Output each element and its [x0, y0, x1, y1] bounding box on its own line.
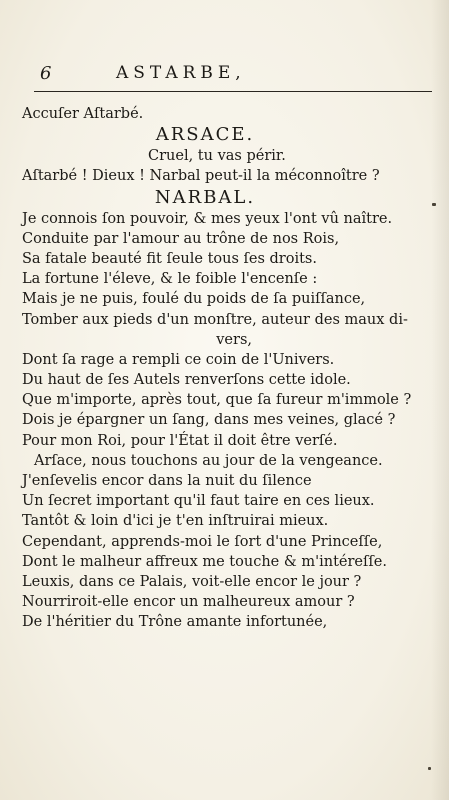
verse-line: Dont ſa rage a rempli ce coin de l'Univers. [22, 351, 335, 368]
running-head-title: ASTARBE, [116, 63, 246, 83]
page-edge-shadow [431, 0, 449, 800]
verse-line: Leuxis, dans ce Palais, voit-elle encor le jour ? [22, 573, 362, 590]
verse-line: Pour mon Roi, pour l'État il doit être verſé. [22, 432, 338, 449]
verse-line: Cruel, tu vas périr. [148, 148, 286, 165]
verse-line: Un ſecret important qu'il faut taire en ces lieux. [22, 493, 375, 510]
verse-line: Dont le malheur affreux me touche & m'intéreſſe. [22, 553, 387, 570]
verse-line: Je connois ſon pouvoir, & mes yeux l'ont vû naître. [22, 210, 393, 227]
verse-line: Tantôt & loin d'ici je t'en inſtruirai mieux. [22, 513, 329, 530]
verse-line: Conduite par l'amour au trône de nos Rois, [22, 230, 340, 247]
verse-line: Du haut de ſes Autels renverſons cette idole. [22, 372, 351, 389]
page-header [0, 63, 449, 87]
verse-line: De l'héritier du Trône amante infortunée, [22, 614, 328, 631]
verse-line: Cependant, apprends-moi le ſort d'une Princeſſe, [22, 533, 383, 550]
verse-line: Que m'importe, après tout, que ſa fureur m'immole ? [22, 392, 412, 409]
ink-speck [432, 203, 436, 206]
verse-line: Nourriroit-elle encor un malheureux amour ? [22, 594, 355, 611]
verse-line: Accuſer Aſtarbé. [22, 106, 144, 122]
verse-line: Tomber aux pieds d'un monſtre, auteur des maux di- [22, 311, 408, 328]
verse-line-runover: vers, [216, 331, 252, 348]
speaker-name: ARSACE. [155, 124, 255, 146]
header-rule [34, 91, 432, 92]
verse-line: J'enſevelis encor dans la nuit du ſilence [22, 473, 312, 489]
verse-line: La fortune l'éleve, & le foible l'encenſe : [22, 271, 318, 288]
ink-speck [428, 767, 431, 770]
play-text [22, 104, 422, 633]
verse-line: Aſtarbé ! Dieux ! Narbal peut-il la méconnoître ? [22, 168, 380, 185]
speaker-name: NARBAL. [154, 186, 256, 208]
verse-line: Dois je épargner un ſang, dans mes veines, glacé ? [22, 412, 396, 429]
verse-line: Arſace, nous touchons au jour de la vengeance. [34, 452, 383, 469]
page-number: 6 [40, 63, 52, 84]
verse-line: Sa fatale beauté fit ſeule tous ſes droits. [22, 250, 317, 267]
verse-line: Mais je ne puis, foulé du poids de ſa puiſſance, [22, 291, 366, 308]
